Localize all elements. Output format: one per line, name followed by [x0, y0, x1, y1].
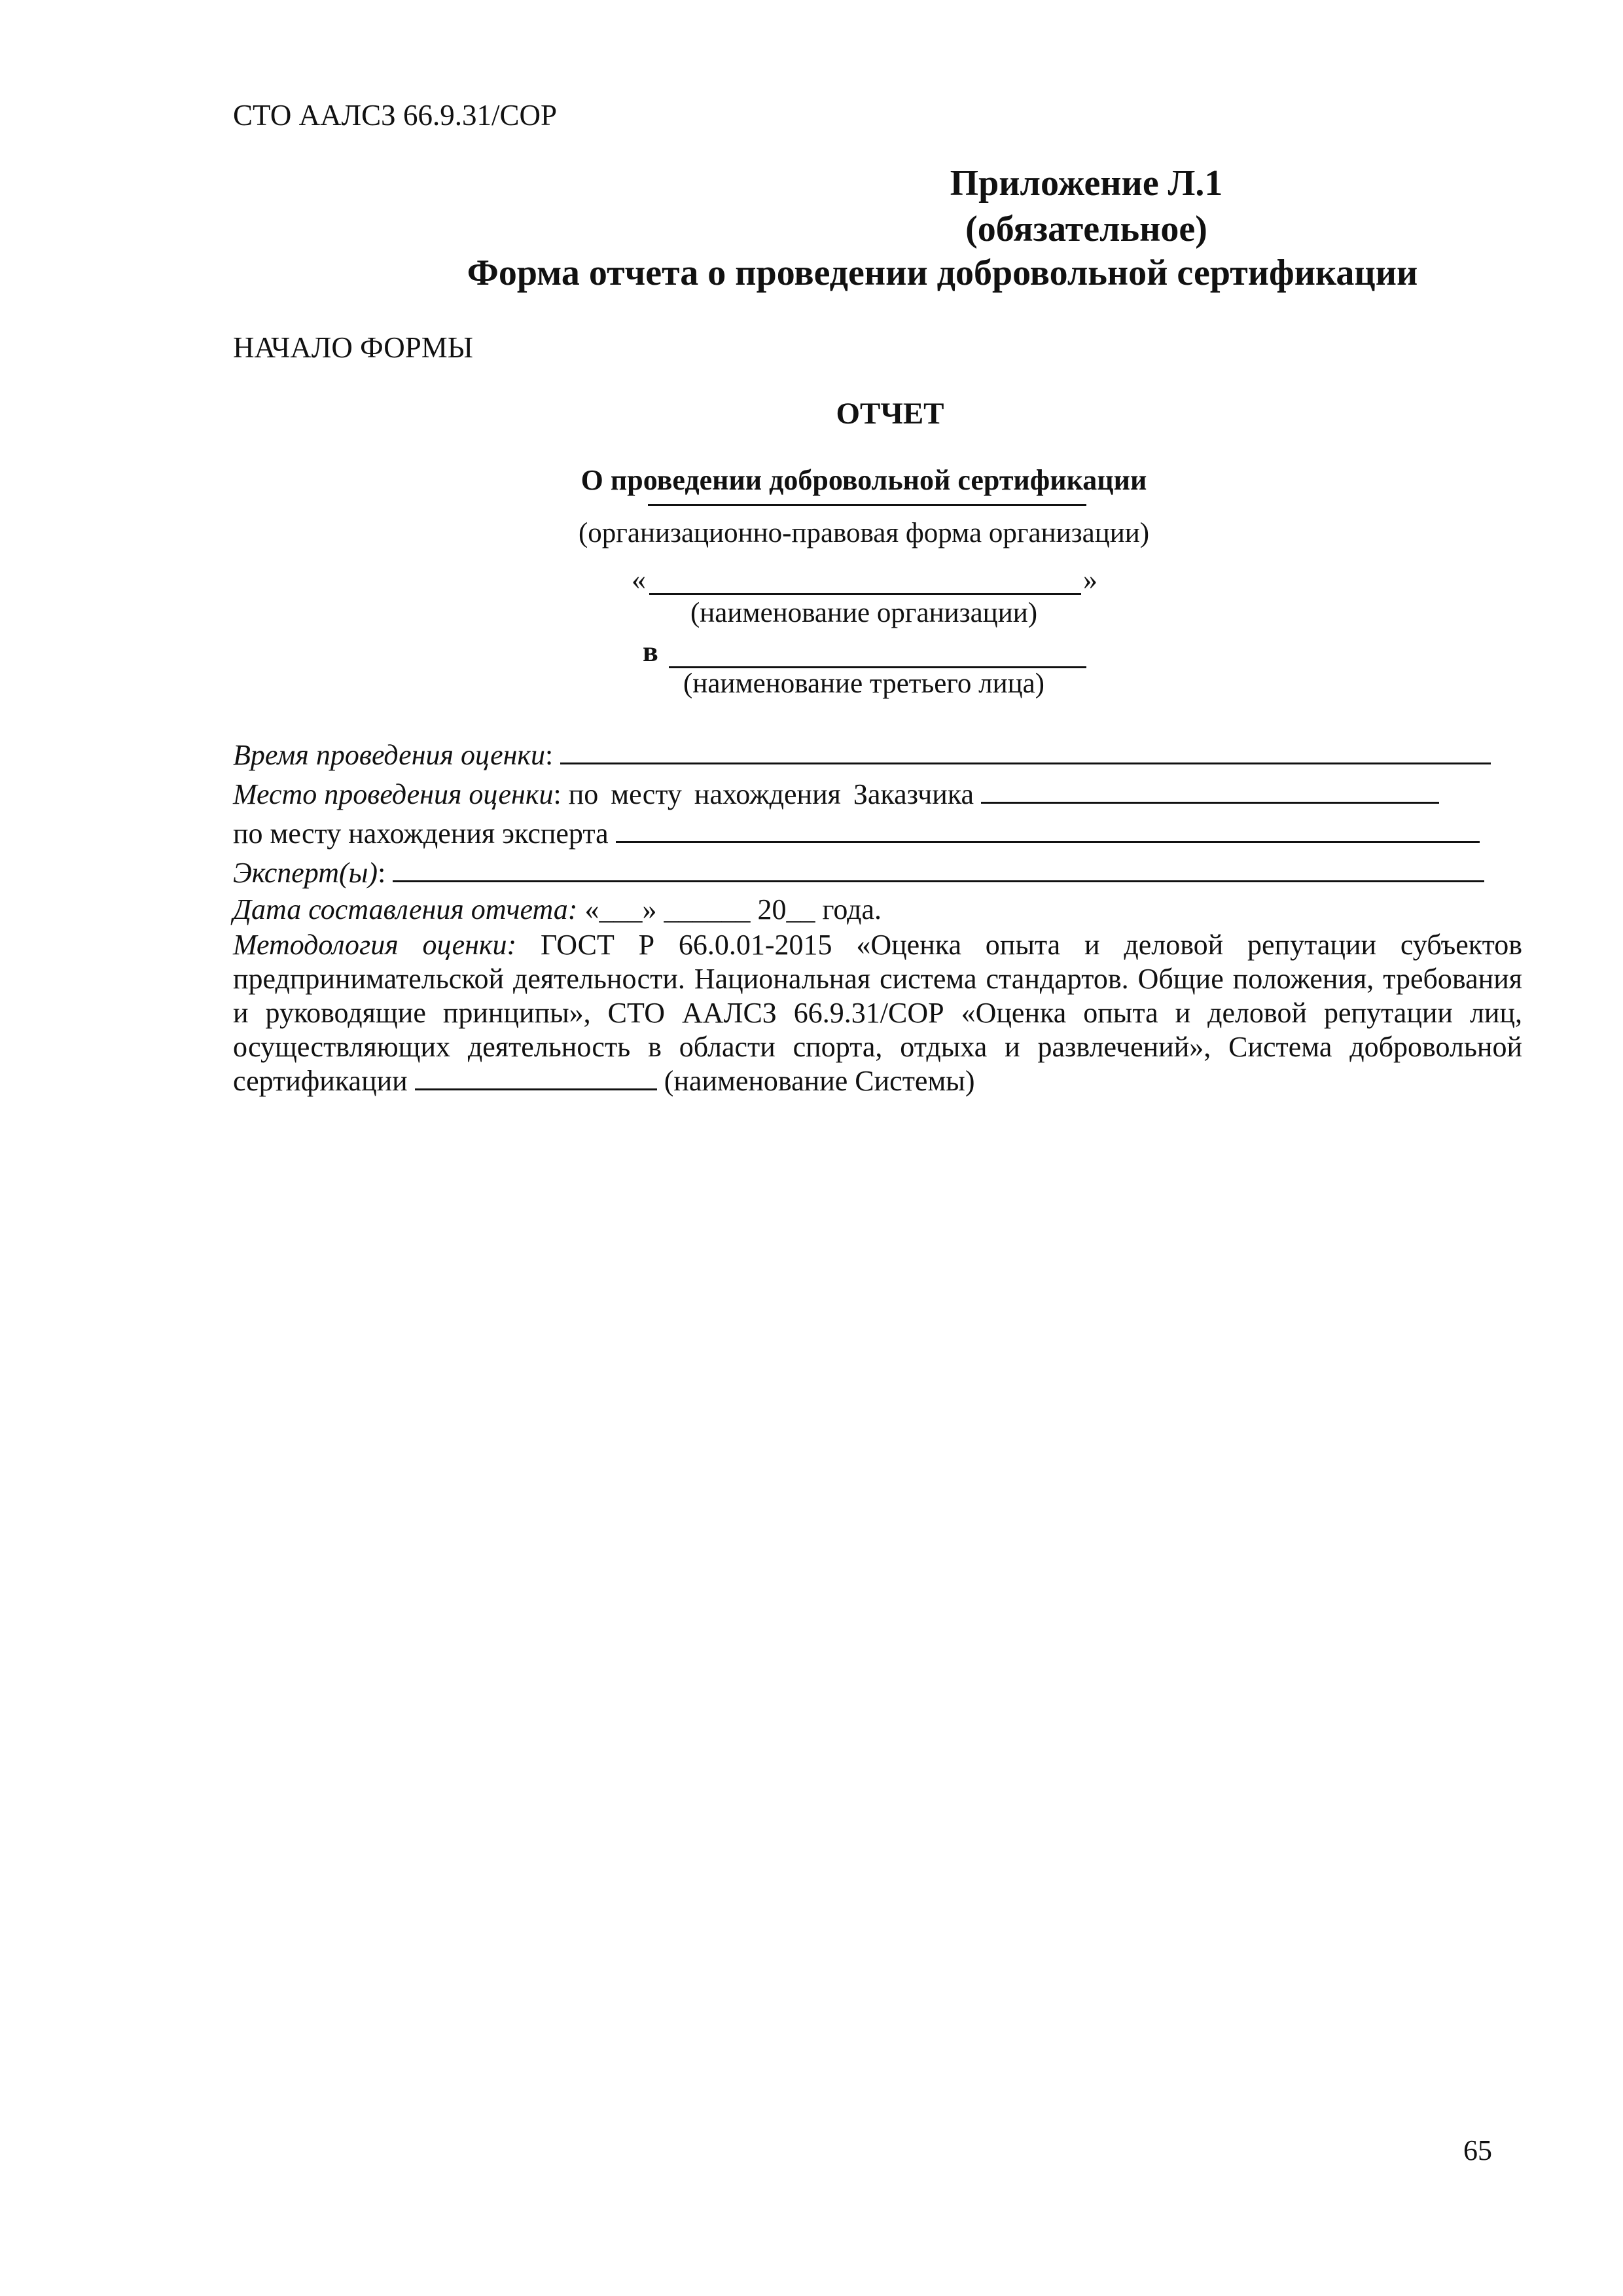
place-label: Место проведения оценки [233, 778, 554, 810]
experts-blank[interactable] [393, 858, 1484, 882]
date-field-row [233, 893, 882, 926]
report-title: ОТЧЕТ [836, 397, 944, 431]
place-customer-blank[interactable] [981, 780, 1439, 804]
place-expert-row [233, 817, 1480, 850]
appendix-title: Приложение Л.1 [950, 163, 1223, 204]
methodology-paragraph [233, 928, 1522, 1098]
appendix-form-title: Форма отчета о проведении добровольной сертификации [467, 253, 1418, 293]
place-expert: по месту нахождения эксперта [233, 817, 609, 850]
place-expert-blank[interactable] [616, 819, 1480, 843]
experts-label: Эксперт(ы) [233, 857, 378, 889]
org-form-caption: (организационно-правовая форма организации) [578, 518, 1150, 548]
system-name-blank[interactable] [415, 1066, 657, 1090]
appendix-status: (обязательное) [965, 209, 1207, 249]
methodology-text: ГОСТ Р 66.0.01-2015 «Оценка опыта и деловой репутации субъектов предпринимательской деятельности. Национальная система стандартов. Общие положения, требования и руководящие принципы», СТО ААЛСЗ 66.9.31/СОР «Оценка опыта и деловой репутации лиц, осуществляющих деятельность в области спорта, отдыха и развлечений», Система добровольной сертификации [233, 929, 1522, 1097]
date-mask: «___» ______ 20__ года. [584, 893, 882, 925]
methodology-label: Методология оценки: [233, 929, 517, 961]
prep-in: в [643, 636, 658, 668]
place-field-row: Место проведения оценки: по месту нахождения Заказчика [233, 778, 1439, 811]
third-party-caption: (наименование третьего лица) [683, 668, 1044, 699]
org-name-caption: (наименование организации) [690, 598, 1038, 628]
document-code: СТО ААЛСЗ 66.9.31/СОР [233, 99, 558, 132]
quote-open: « [632, 564, 646, 596]
experts-field-row: Эксперт(ы): [233, 856, 1484, 889]
quote-close: » [1083, 564, 1097, 596]
org-form-blank[interactable] [648, 504, 1086, 506]
time-field-row: Время проведения оценки: [233, 738, 1491, 772]
system-caption: (наименование Системы) [664, 1065, 975, 1097]
org-name-blank[interactable] [649, 593, 1081, 595]
time-label: Время проведения оценки [233, 739, 546, 771]
report-subtitle: О проведении добровольной сертификации [580, 464, 1147, 496]
time-blank[interactable] [560, 740, 1491, 764]
date-label: Дата составления отчета: [233, 893, 578, 925]
form-start-label: НАЧАЛО ФОРМЫ [233, 331, 474, 364]
place-customer: по месту нахождения Заказчика [568, 778, 974, 810]
page-number: 65 [1463, 2134, 1492, 2166]
